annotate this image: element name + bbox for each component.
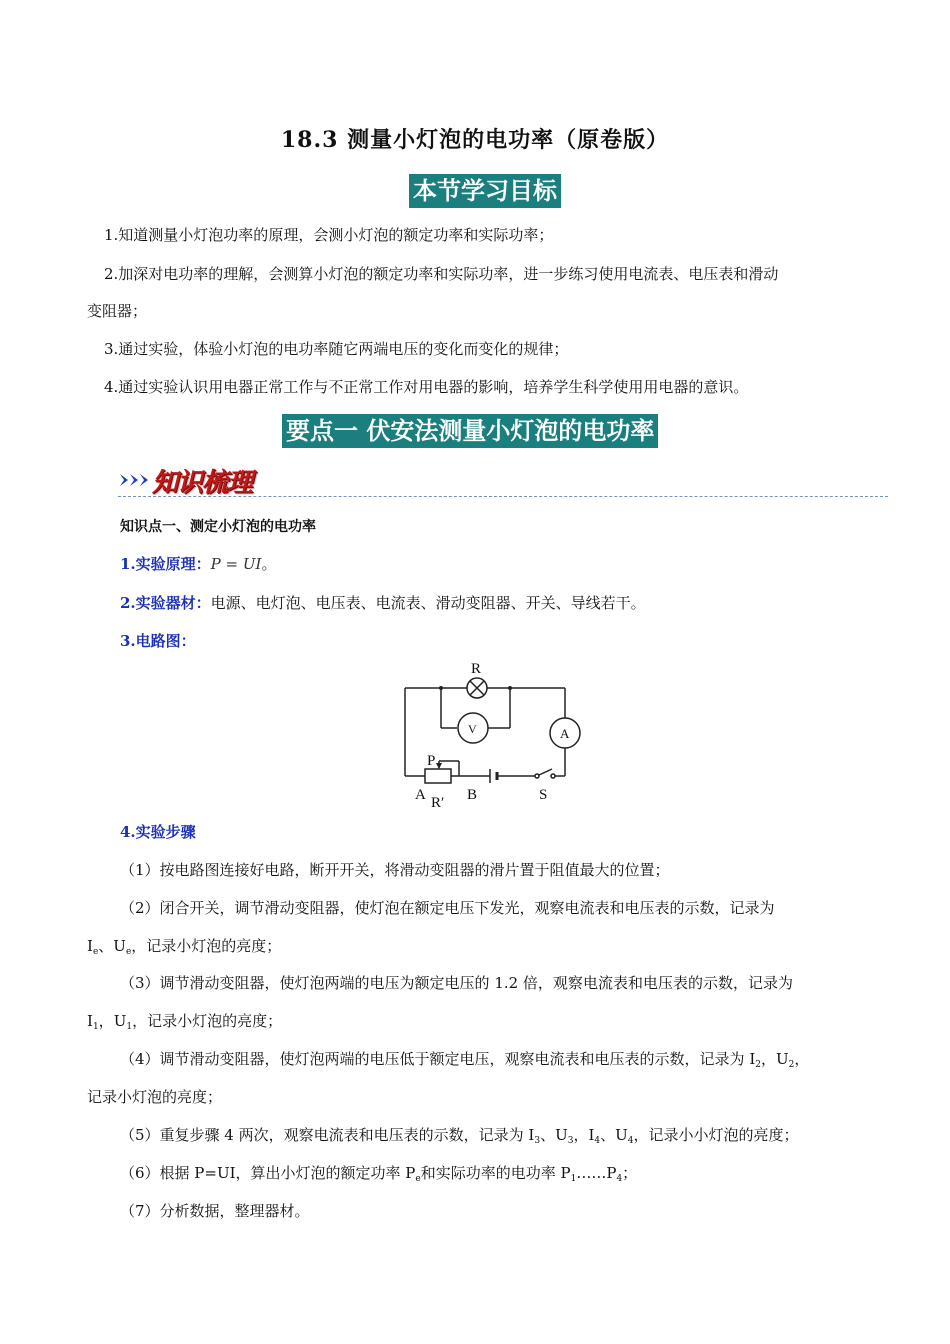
step-4-cont: 记录小灯泡的亮度； <box>87 1088 223 1106</box>
step-7: （7）分析数据，整理器材。 <box>120 1202 310 1220</box>
principle-end: 。 <box>261 555 277 573</box>
label-B: B <box>467 787 478 803</box>
circuit-diagram <box>395 655 610 810</box>
page-title: 18.3 测量小灯泡的电功率（原卷版） <box>280 127 670 153</box>
label-S: S <box>539 787 548 803</box>
label-A: A <box>415 787 426 803</box>
ribbon-divider <box>118 496 888 497</box>
label-R-prime: R′ <box>431 795 445 810</box>
principle-line <box>120 554 276 574</box>
label-R: R <box>471 661 482 677</box>
principle-formula: P = UI <box>210 555 262 573</box>
step-2: （2）闭合开关，调节滑动变阻器，使灯泡在额定电压下发光，观察电流表和电压表的示数，记录为 <box>120 899 775 917</box>
objectives-banner: 本节学习目标 <box>409 174 561 208</box>
label-A-meter: A <box>560 726 570 741</box>
step-2-cont: $I_e$、$U_e$，记录小灯泡的亮度； <box>87 937 282 957</box>
step-4: （4）调节滑动变阻器，使灯泡两端的电压低于额定电压，观察电流表和电压表的示数，记录为 $I_2$，$U_2$， <box>120 1050 810 1070</box>
objective-1: 1.知道测量小灯泡功率的原理，会测小灯泡的额定功率和实际功率； <box>104 226 554 244</box>
objective-2: 2.加深对电功率的理解，会测算小灯泡的额定功率和实际功率，进一步练习使用电流表、电压表和滑动 <box>104 265 779 283</box>
circuit-label: 3.电路图： <box>120 632 196 650</box>
principle-label: 1.实验原理： <box>120 555 211 573</box>
equipment-line <box>120 593 646 613</box>
objective-2-cont: 变阻器； <box>87 302 148 320</box>
label-V: V <box>468 722 477 736</box>
step-6: （6）根据 P=UI，算出小灯泡的额定功率 $P_e$和实际功率的电功率 $P_1\dots\dots P_4$； <box>120 1164 638 1184</box>
step-1: （1）按电路图连接好电路，断开开关，将滑动变阻器的滑片置于阻值最大的位置； <box>120 861 670 879</box>
steps-label: 4.实验步骤 <box>120 823 196 841</box>
label-P: P <box>427 753 436 769</box>
step-3-cont: $I_1$，$U_1$，记录小灯泡的亮度； <box>87 1012 283 1032</box>
keypoint-banner: 要点一 伏安法测量小灯泡的电功率 <box>282 414 658 448</box>
objective-3: 3.通过实验，体验小灯泡的电功率随它两端电压的变化而变化的规律； <box>104 340 569 358</box>
knowledge-heading: 知识点一、测定小灯泡的电功率 <box>120 519 316 535</box>
step-5: （5）重复步骤 4 两次，观察电流表和电压表的示数，记录为 $I_3$、$U_3$，$I_4$、$U_4$，记录小小灯泡的亮度； <box>120 1126 799 1146</box>
ribbon-title: 知识梳理 <box>152 468 253 498</box>
equipment-label: 2.实验器材： <box>120 594 211 612</box>
equipment-text: 电源、电灯泡、电压表、电流表、滑动变阻器、开关、导线若干。 <box>210 594 646 612</box>
objective-4: 4.通过实验认识用电器正常工作与不正常工作对用电器的影响，培养学生科学使用用电器的意识。 <box>104 378 749 396</box>
step-3: （3）调节滑动变阻器，使灯泡两端的电压为额定电压的 1.2 倍，观察电流表和电压表的示数，记录为 <box>120 974 793 992</box>
